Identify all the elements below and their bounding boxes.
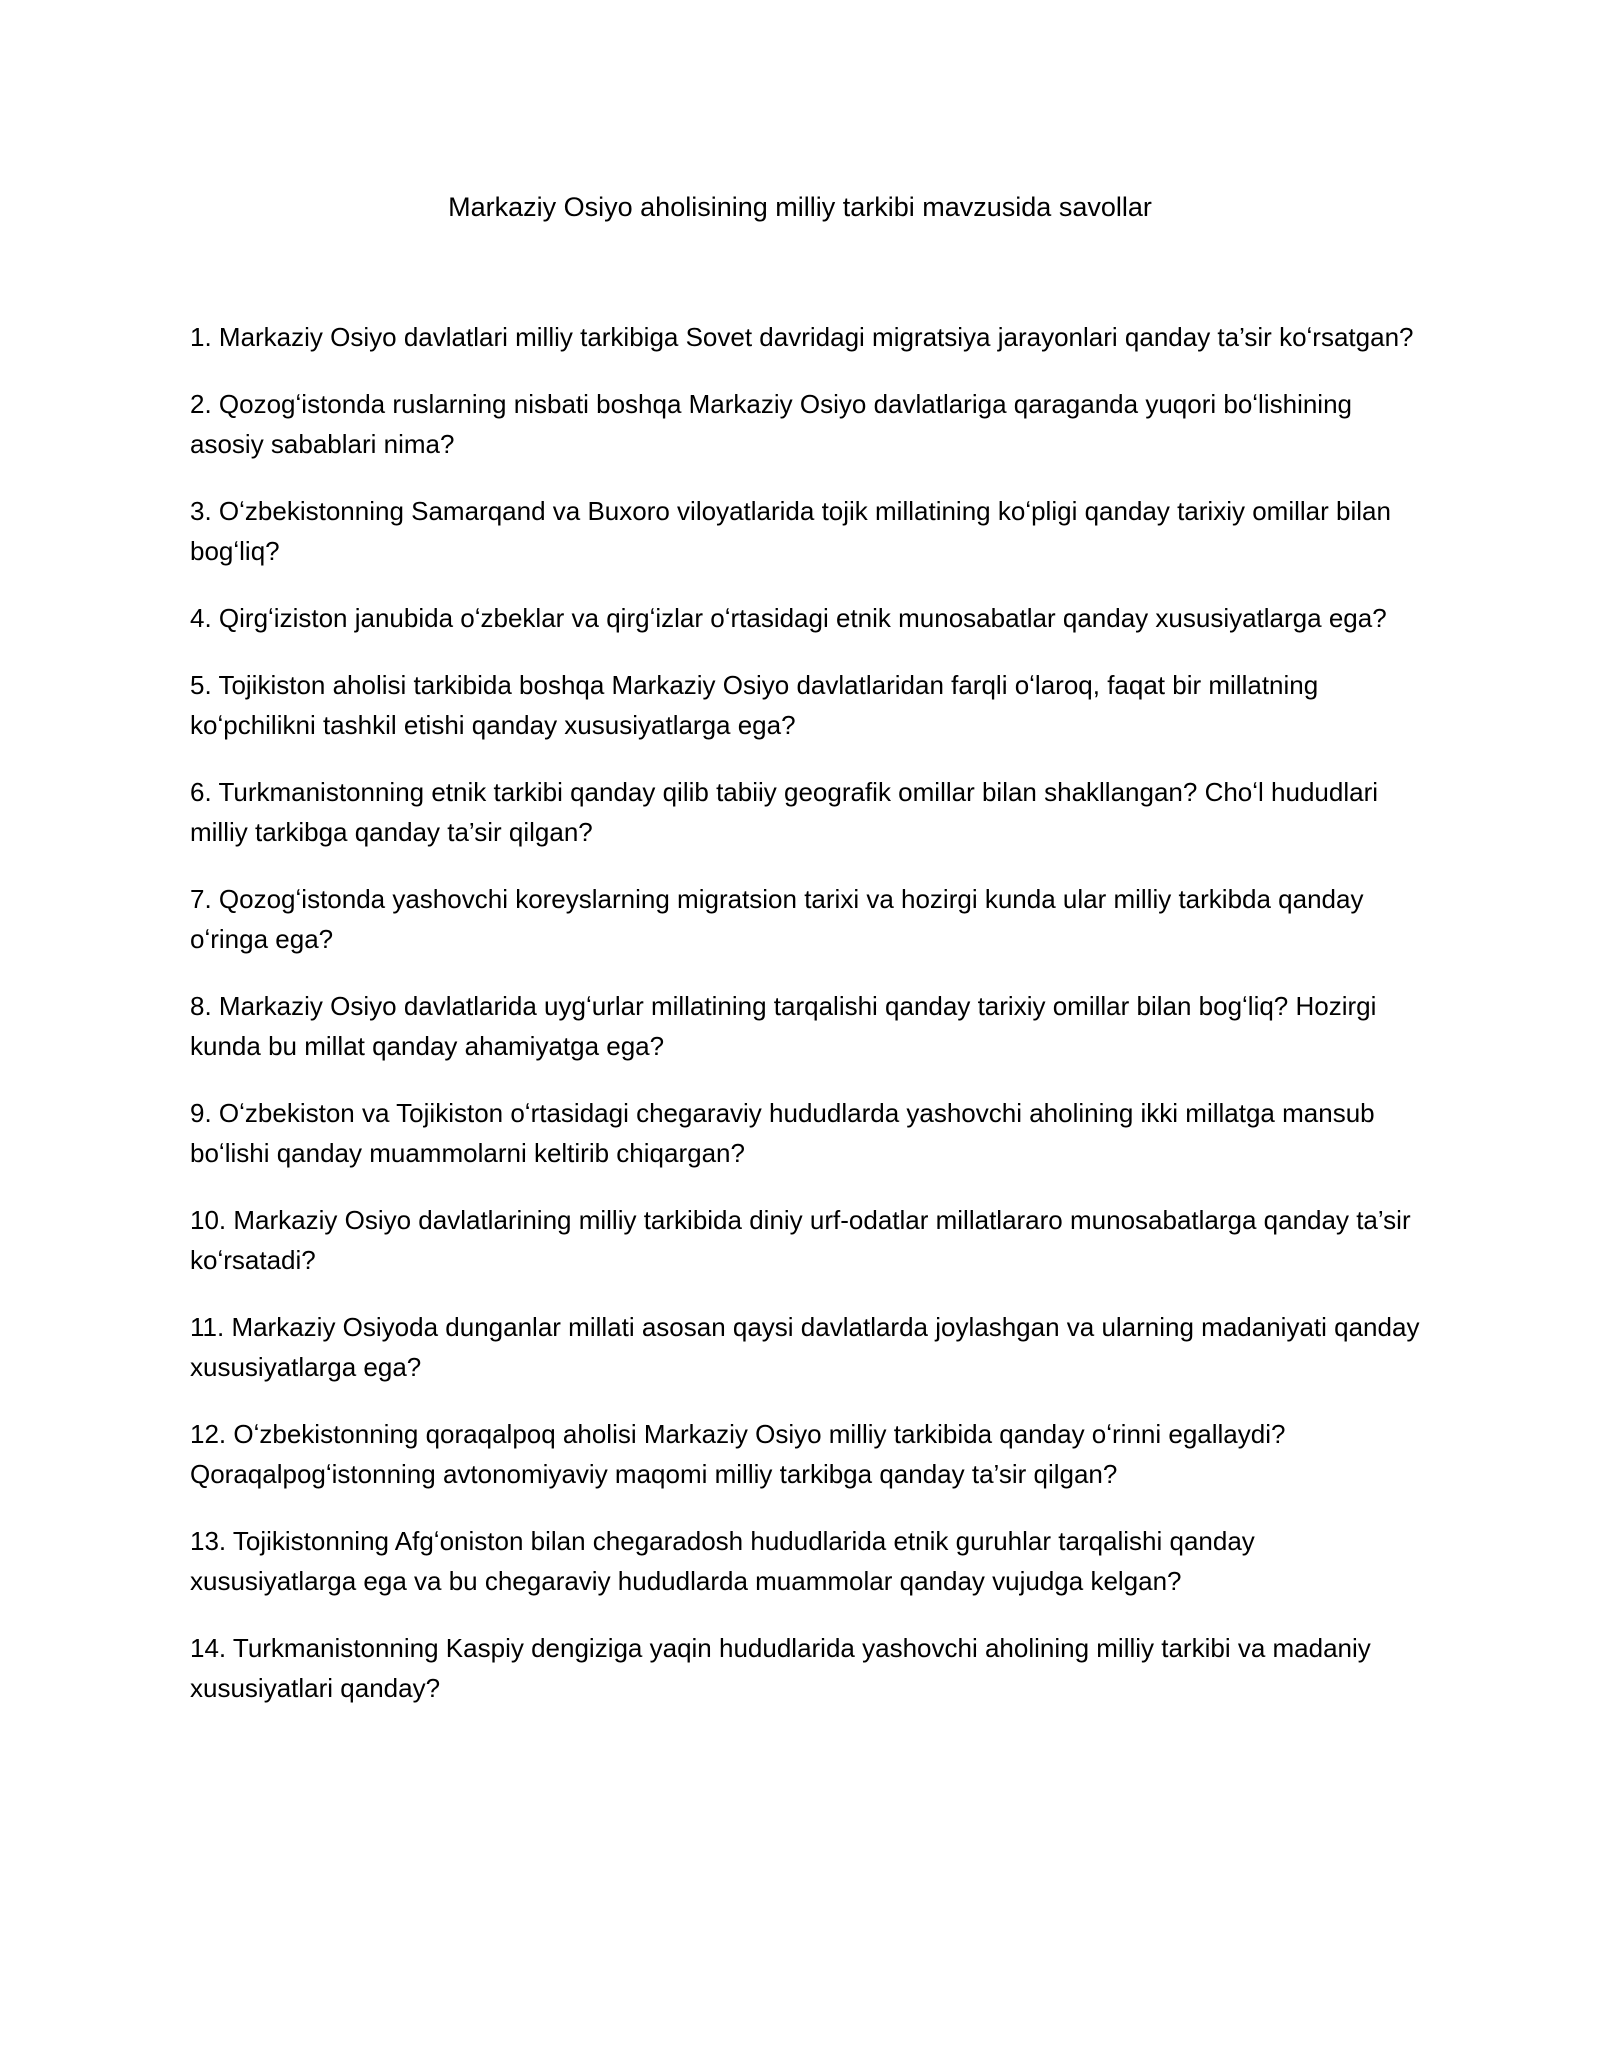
page-title: Markaziy Osiyo aholisining milliy tarkibi mavzusida savollar — [448, 192, 1152, 222]
question-item-3: 3. Oʻzbekistonning Samarqand va Buxoro viloyatlarida tojik millatining koʻpligi qanday tarixiy omillar bilan bogʻliq? — [190, 496, 1391, 566]
question-item-1: 1. Markaziy Osiyo davlatlari milliy tarkibiga Sovet davridagi migratsiya jarayonlari qanday ta’sir koʻrsatgan? — [190, 322, 1414, 352]
question-item-2: 2. Qozogʻistonda ruslarning nisbati boshqa Markaziy Osiyo davlatlariga qaraganda yuqori boʻlishining asosiy sabablari nima? — [190, 389, 1353, 459]
question-item-13: 13. Tojikistonning Afgʻoniston bilan chegaradosh hududlarida etnik guruhlar tarqalishi qanday xususiyatlarga ega va bu chegaraviy hududlarda muammolar qanday vujudga kelgan? — [190, 1526, 1255, 1596]
question-item-11: 11. Markaziy Osiyoda dunganlar millati asosan qaysi davlatlarda joylashgan va ularning madaniyati qanday xususiyatlarga ega? — [190, 1312, 1420, 1382]
question-item-7: 7. Qozogʻistonda yashovchi koreyslarning migratsion tarixi va hozirgi kunda ular milliy tarkibda qanday oʻringa ega? — [190, 884, 1364, 954]
question-item-9: 9. Oʻzbekiston va Tojikiston oʻrtasidagi chegaraviy hududlarda yashovchi aholining ikki millatga mansub boʻlishi qanday muammolarni keltirib chiqargan? — [190, 1098, 1375, 1168]
question-item-12: 12. Oʻzbekistonning qoraqalpoq aholisi Markaziy Osiyo milliy tarkibida qanday oʻrinni egallaydi? Qoraqalpogʻistonning avtonomiyaviy maqomi milliy tarkibga qanday ta’sir qilgan? — [190, 1419, 1286, 1489]
question-list — [190, 317, 1420, 1735]
question-item-4: 4. Qirgʻiziston janubida oʻzbeklar va qirgʻizlar oʻrtasidagi etnik munosabatlar qanday xususiyatlarga ega? — [190, 603, 1387, 633]
question-item-5: 5. Tojikiston aholisi tarkibida boshqa Markaziy Osiyo davlatlaridan farqli oʻlaroq, faqat bir millatning koʻpchilikni tashkil etishi qanday xususiyatlarga ega? — [190, 670, 1319, 740]
question-item-14: 14. Turkmanistonning Kaspiy dengiziga yaqin hududlarida yashovchi aholining milliy tarkibi va madaniy xususiyatlari qanday? — [190, 1633, 1371, 1703]
question-item-6: 6. Turkmanistonning etnik tarkibi qanday qilib tabiiy geografik omillar bilan shakllangan? Choʻl hududlari milliy tarkibga qanday ta’sir qilgan? — [190, 777, 1379, 847]
question-item-8: 8. Markaziy Osiyo davlatlarida uygʻurlar millatining tarqalishi qanday tarixiy omillar bilan bogʻliq? Hozirgi kunda bu millat qanday ahamiyatga ega? — [190, 991, 1377, 1061]
question-item-10: 10. Markaziy Osiyo davlatlarining milliy tarkibida diniy urf-odatlar millatlararo munosabatlarga qanday ta’sir koʻrsatadi? — [190, 1205, 1411, 1275]
